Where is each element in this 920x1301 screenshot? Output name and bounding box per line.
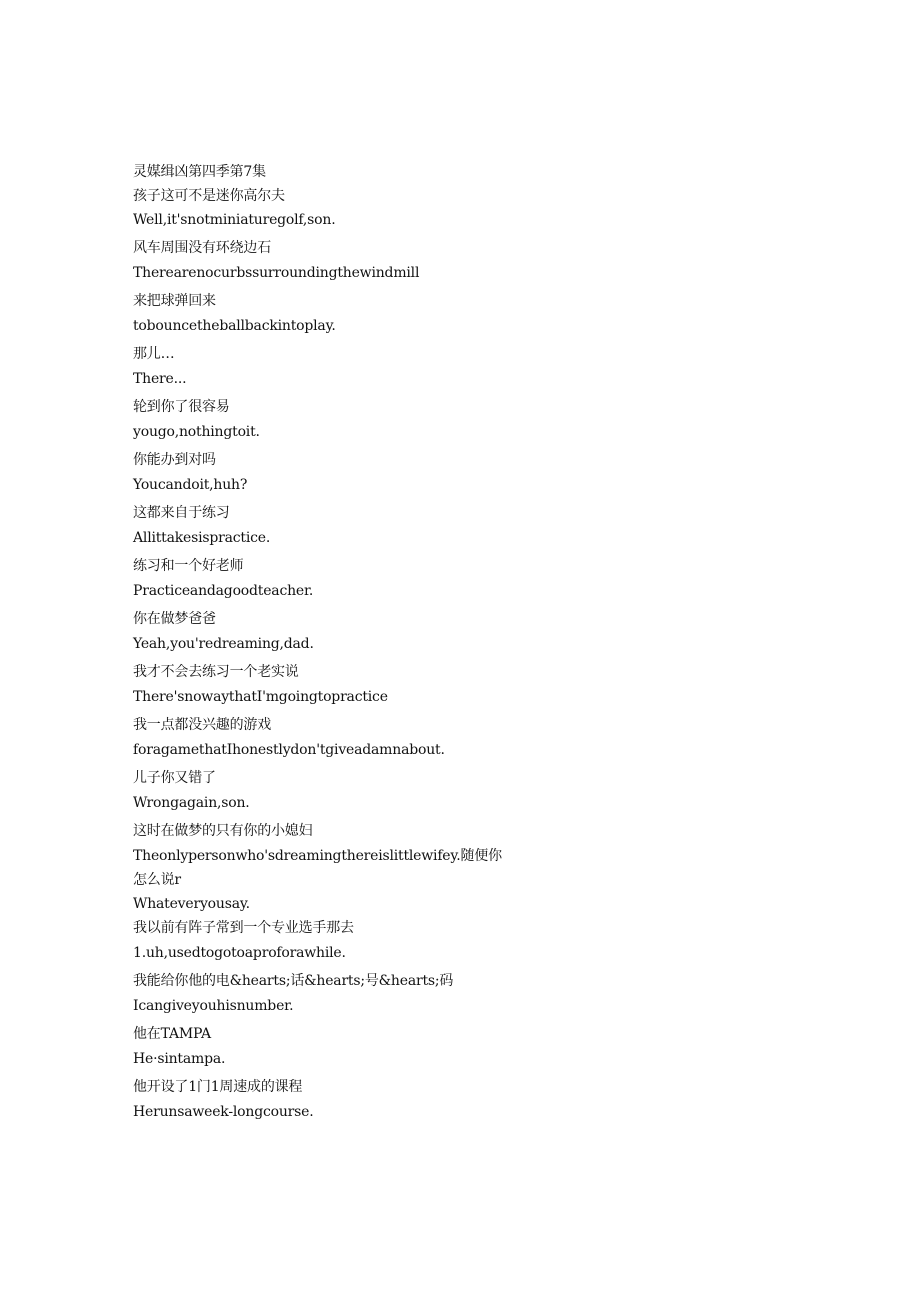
english-line: Youcandoit,huh?: [133, 477, 248, 493]
chinese-line: 我一点都没兴趣的游戏: [133, 717, 271, 733]
english-line: 1.uh,usedtogotoaproforawhile.: [133, 945, 346, 961]
english-line: yougo,nothingtoit.: [133, 424, 260, 440]
chinese-line: 你能办到对吗: [133, 452, 216, 468]
english-line: There...: [133, 371, 187, 387]
chinese-line: 轮到你了很容易: [133, 399, 230, 415]
english-line: tobouncetheballbackintoplay.: [133, 318, 336, 334]
chinese-line: 我才不会去练习一个老实说: [133, 664, 299, 680]
english-line: Yeah,you'redreaming,dad.: [133, 636, 314, 652]
english-line: Therearenocurbssurroundingthewindmill: [133, 265, 420, 281]
english-line: Wrongagain,son.: [133, 795, 250, 811]
subtitle-transcript: [133, 160, 853, 1128]
english-line: foragamethatIhonestlydon'tgiveadamnabout.: [133, 742, 445, 758]
chinese-line: 我能给你他的电&hearts;话&hearts;号&hearts;码: [133, 973, 454, 989]
chinese-line: 他开设了1门1周速成的课程: [133, 1079, 303, 1095]
english-line: He·sintampa.: [133, 1051, 226, 1067]
chinese-line: 练习和一个好老师: [133, 558, 244, 574]
english-line: Practiceandagoodteacher.: [133, 583, 314, 599]
english-line: There'snowaythatI'mgoingtopractice: [133, 689, 388, 705]
document-title: 灵媒缉凶第四季第7集: [133, 164, 266, 180]
chinese-line: 来把球弹回来: [133, 293, 216, 309]
chinese-line: 怎么说r: [133, 872, 181, 888]
chinese-line: 孩子这可不是迷你高尔夫: [133, 188, 285, 204]
chinese-line: 儿子你又错了: [133, 770, 216, 786]
english-line: Herunsaweek-longcourse.: [133, 1104, 314, 1120]
chinese-line: 这都来自于练习: [133, 505, 230, 521]
english-line: Well,it'snotminiaturegolf,son.: [133, 212, 336, 228]
chinese-line: 那儿…: [133, 346, 175, 362]
english-line: Whateveryousay.: [133, 896, 250, 912]
chinese-line: 我以前有阵子常到一个专业选手那去: [133, 920, 354, 936]
chinese-line: 风车周围没有环绕边石: [133, 240, 271, 256]
chinese-line: 你在做梦爸爸: [133, 611, 216, 627]
english-line: Theonlypersonwho'sdreamingthereislittlewifey.随便你: [133, 848, 502, 864]
chinese-line: 这时在做梦的只有你的小媳妇: [133, 823, 313, 839]
english-line: Allittakesispractice.: [133, 530, 271, 546]
chinese-line: 他在TAMPA: [133, 1026, 211, 1042]
english-line: Icangiveyouhisnumber.: [133, 998, 294, 1014]
